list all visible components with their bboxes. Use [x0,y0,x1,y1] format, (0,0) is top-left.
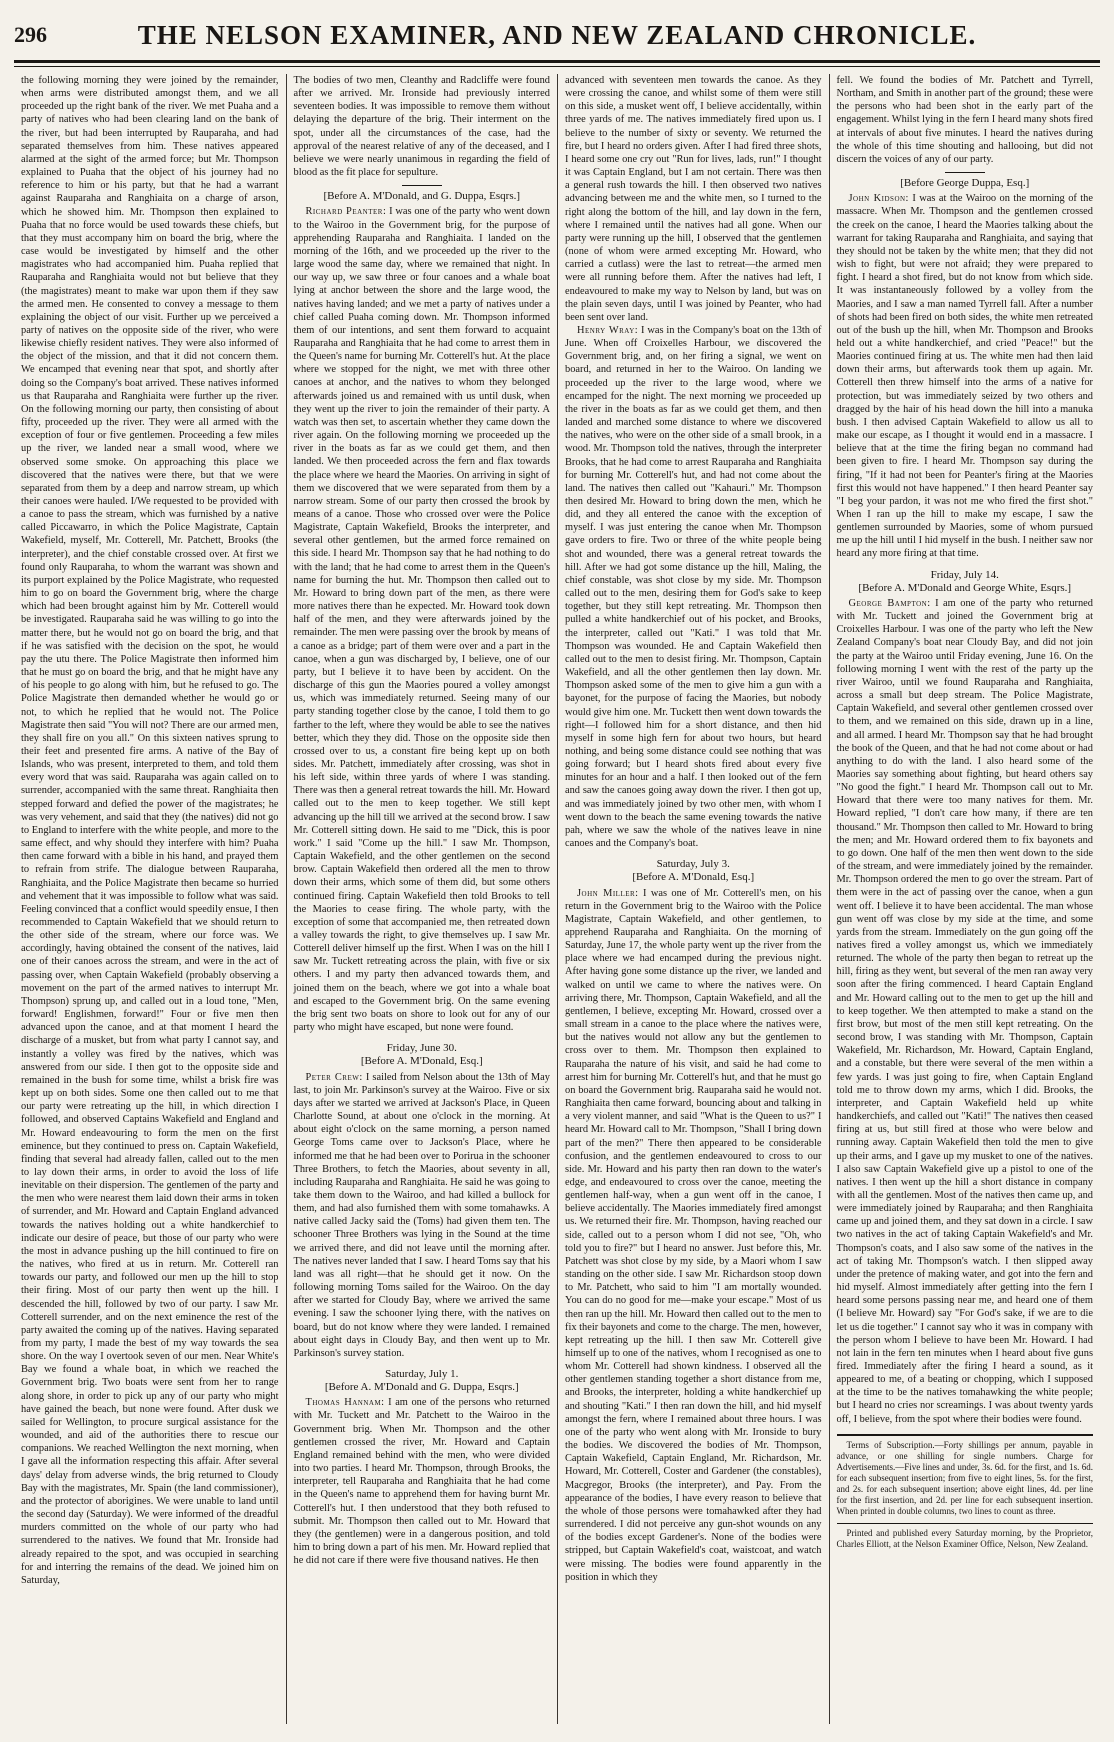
newspaper-title: THE NELSON EXAMINER, AND NEW ZEALAND CHRONICLE. [137,20,977,50]
header-rule-thin [14,66,1100,67]
paragraph: advanced with seventeen men towards the canoe. As they were crossing the canoe, and whilst some of them were still on this side, a musket went off, I believe accidentally, within three yards of me. The natives immediately fired upon us. I believe to the number of sixty or seventy. We returned the fire, but I heard no orders given. After I had fired three shots, I heard some one cry out "Run for lives, lads, run!" I thought it was Captain England, but I am not certain. There was then a general rush towards the hill. I then observed two natives advancing between me and the white men, so I turned to the right along the bottom of the hill, and lay down in the fern, where I remained until the natives had all gone. When our party were running up the hill, I observed that the gentlemen (none of whom were armed excepting Mr. Howard, who carried a cutlass) were the last to retreat—the armed men were all running before them. After the natives had left, I endeavoured to make my way to Nelson by land, but was on the plain seven days, until I was joined by Peanter, who had been sent over land. [565,75,822,323]
dateline: Saturday, July 3. [656,858,730,871]
header-rule [14,60,1100,63]
magistrate-heading: [Before George Duppa, Esq.] [900,177,1030,190]
testimony-text: I was one of the party who went down to the Wairoo in the Government brig, for the purpose of apprehending Rauparaha and Ranghiaita. I landed on the morning of the 16th, and we proceeded up the river to the large wood the same day, where we remained that night. In our way up, we saw three or four canoes and a whale boat lying at anchor between the shore and the large wood, the natives having landed; and we met a party of natives under a chief called Puaha coming down. Mr. Thompson informed them of our intentions, and sent them forward to acquaint Rauparaha and Ranghiaita that he had come to arrest them in the Queen's name for burning Mr. Cotterell's hut. At the place where we stopped for the night, we met with three other canoes at anchor, and the natives to whom they belonged afterwards joined us and remained with us until dusk, when they went up the river to join the remainder of their party. A watch was then set, to ascertain whether they came down the river again. On the following morning we proceeded up the river in the boats as far as we could get them, and then landed. We then proceeded across the fern and flax towards the place where we heard the Maories. On arriving in sight of them we discovered that we were separated from them by a narrow stream. Some of our party then crossed the brook by means of a canoe. Those who crossed over were the Police Magistrate, Captain Wakefield, Brooks the interpreter, and several other gentlemen, but the armed force remained on this side. I heard Mr. Thompson say that he had nothing to do with the land; that he had come to arrest them in the Queen's name for burning the hut. Mr. Thompson then called out to Mr. Howard to bring down part of the men, as there were more natives there than he expected. Mr. Howard took down half of the men, and they were afterwards joined by the remainder. The men were passing over the brook by means of a canoe as a bridge; part of them were over and a part in the canoe, when a gun was discharged by, I believe, one of our party, but I believe it to have been by accident. On the discharge of this gun the Maories poured a volley amongst us, which was immediately returned. Seeing many of our party standing together close by the canoe, I told them to go farther to the left, where they would be able to see the natives better, which they they did. Those on the opposite side then crossed over to us, a constant fire being kept up on both sides. Mr. Patchett, immediately after crossing, was shot in his left side, within three yards of where I was standing. There was then a general retreat towards the hill. Mr. Howard called out to the men to keep together. We still kept advancing up the hill till we arrived at the second brow. I saw Mr. Cotterell sitting down. He said to me "Dick, this is poor work." I said "Come up the hill." I saw Mr. Thompson, Captain Wakefield, and the other gentlemen on the second brow. Captain Wakefield then ordered all the men to throw down their arms, which some of them did, but some others continued firing. Captain Wakefield then told Brooks to tell the Maories to cease firing. The whole party, with the exception of some that accompanied me, then retreated down a valley towards the right, to give themselves up. I saw Mr. Cotterell deliver himself up the first. When I was on the hill I saw Mr. Tuckett retreating across the plain, with five or six others. I and my party then advanced towards them, and joined them on the beach, where we got into a whale boat and escaped to the Government brig. On the same evening the brig sent two boats on shore to look out for any of our party who might have escaped, but none were found. [293,206,550,1034]
magistrate-heading: [Before A. M'Donald and George White, Esqrs.] [858,581,1072,594]
column-4 [829,74,1101,1724]
testimony-text: I sailed from Nelson about the 13th of May last, to join Mr. Parkinson's survey at the Wairoo. Five or six days after we started we arrived at Jackson's Place, in Queen Charlotte Sound, at about one o'clock in the morning. At about eight o'clock on the same morning, a person named George Toms came over to Jackson's Place, where he informed me that he had been over to Porirua in the schooner Three Brothers, to fetch the Maories, about seventy in all, including Rauparaha and Ranghiaita. He said he was going to take them down to the Wairoo, and had killed a bullock for them, and had also furnished them with some tomahawks. A native called Jacky said the (Toms) had given them ten. The schooner Three Brothers was lying in the Sound at the time we arrived there, and did not leave until the morning after. The natives never landed that I saw. I heard Toms say that his land was all right—that he should get it now. On the following morning Toms sailed for the Wairoo. On the day after we started for Cloudy Bay, where we arrived the same evening. I saw the schooner lying there, with the natives on board, but do not know where they were landed. I remained about eight days in Cloudy Bay, and then went up to Mr. Parkinson's survey station. [293,1071,550,1359]
magistrate-heading: [Before A. M'Donald, Esq.] [632,871,755,884]
witness-name: Thomas Hannam: [305,1397,385,1409]
testimony-text: I was in the Company's boat on the 13th of June. When off Croixelles Harbour, we discovered the Government brig, and, on her firing a signal, we went on board, and returned in her to the Wairoo. On landing we proceeded up the river to the large wood, where we encamped for the night. The next morning we proceeded up the river in the boats as far as we could get them, and then landed and marched some distance to where we discovered the natives, who were on the other side of a small brook, in a wood. Mr. Thompson told the natives, through the interpreter Brooks, that he had come to arrest Rauparaha and Ranghiaita for burning Mr. Cotterell's hut, and had not come about the land. The natives then called out "Kahauri." Mr. Thompson then desired Mr. Howard to bring down the men, which he did, and they all entered the canoe with the exception of myself. I was just entering the canoe when Mr. Thompson gave orders to fire. Two or three of the white people being shot and wounded, there was a general retreat towards the hill. After we had got some distance up the hill, Maling, the chief constable, was shot close by my side. Mr. Thompson called out to the men, desiring them for God's sake to keep together, but they still kept retreating. Mr. Thompson then pulled a white handkerchief out of his pocket, and Brooks, the interpreter, called out "Kati." I was told that Mr. Thompson was wounded. He and Captain Wakefield then called out to the men to desist firing. Mr. Thompson, Captain Wakefield, and all the other gentlemen then lay down. Mr. Thompson asked some of the men to give him a gun with a bayonet, for the purpose of facing the Maories, but nobody would give him one. Mr. Tuckett then went down towards the right—I followed him for a short distance, and then hid myself in some high fern for about two hours, but heard nothing, and being some distance could see nothing that was going forward; but I heard shots fired about every five minutes for an hour and a half. I then looked out of the fern and saw the canoes going away down the river. I then got up, and was immediately joined by two other men, with whom I went down to the beach the same evening towards the native pah, where we saw the whole of the natives leave in nine canoes and the Company's boat. [565,324,822,850]
dateline: Friday, July 14. [930,568,999,581]
witness-name: Richard Peanter: [305,206,387,218]
witness-name: John Miller: [577,887,639,899]
column-3 [557,74,829,1724]
magistrate-heading: [Before A. M'Donald and G. Duppa, Esqrs.] [324,1381,519,1394]
testimony-paragraph [837,597,1094,1426]
imprint-text: Printed and published every Saturday morning, by the Proprietor, Charles Elliott, at the Nelson Examiner Office, Nelson, New Zealand. [836,1527,1093,1549]
testimony-paragraph [565,324,822,850]
witness-name: Henry Wray: [577,324,639,336]
witness-name: George Bampton: [848,597,931,609]
section-divider [945,172,985,173]
dateline: Friday, June 30. [386,1042,457,1055]
magistrate-heading: [Before A. M'Donald, and G. Duppa, Esqrs.] [323,190,521,203]
testimony-text: I was one of Mr. Cotterell's men, on his return in the Government brig to the Wairoo with the Police Magistrate, Captain Wakefield, and other gentlemen, to apprehend Rauparaha and Ranghiaita. On the morning of Saturday, June 17, the whole party went up the river from the place where we had encamped during the previous night. After having gone some distance up the river, we landed and walked on until we came to where the natives were. On arriving there, Mr. Thompson, Captain Wakefield, and all the gentlemen, I believe, excepting Mr. Howard, crossed over a small stream in a canoe to the place where the natives were, but the natives would not allow any but the gentlemen to cross over to them. Mr. Thompson then explained to Rauparaha the nature of his visit, and said he had come to arrest him for burning Mr. Cotterell's hut, and that he must go on board the Government brig. Rauparaha said he would not. Ranghiaita then came forward, bouncing about and talking in a very violent manner, and said "What is the Queen to us?" I heard Mr. Howard call to Mr. Thompson, "Shall I bring down part of the men?" There then appeared to be considerable confusion, and the gentlemen endeavoured to cross to our side. Mr. Howard and his party then ran down to the water's edge, and endeavoured to cross over the canoe, meeting the gentlemen half-way, when a gun went off in the canoe, I believe accidentally. The Maories immediately fired amongst us. We returned their fire. Mr. Thompson, having reached our side, called out to a person whom I did not see, "Oh, who told you to fire?" but I heard no answer. Just before this, Mr. Patchett was shot close by my side, by a Maori whom I saw standing on the other side. I saw Mr. Richardson stoop down to Mr. Patchett, who said to him "I am mortally wounded. You can do no good for me—make your escape." Most of us then ran up the hill. Mr. Howard then called out to the men to fix their bayonets and come to the charge. The men, however, kept retreating up the hill. I then saw Mr. Cotterell give himself up to one of the natives, whom I recognised as one to whom Mr. Cotterell had shown kindness. I observed all the other gentlemen standing together a short distance from me, and Brooks, the interpreter, holding a white handkerchief up and shouting "Kati." I then ran down the hill, and hid myself amongst the fern, where I remained about three hours. I was one of the party who went along with Mr. Ironside to bury the bodies. We discovered the bodies of Mr. Thompson, Captain Wakefield, Captain England, Mr. Richardson, Mr. Howard, Mr. Cotterell, Coster and Gardener (the constables), Macgregor, Brooks (the interpreter), and Pay. From the appearance of the bodies, I have every reason to believe that the whole of those persons were tomahawked after they had surrendered. I did not perceive any gun-shot wounds on any of the bodies except Gardener's. None of the bodies were stripped, but Captain Wakefield's coat, waistcoat, and watch were missing. The bodies were found apparently in the position in which they [565,887,822,1583]
dateline: Saturday, July 1. [385,1368,459,1380]
magistrate-heading: [Before A. M'Donald, Esq.] [360,1055,483,1068]
paragraph: fell. We found the bodies of Mr. Patchett and Tyrrell, Northam, and Smith in another part of the ground; these were the persons who had been shot in the early part of the engagement. Whilst lying in the fern I heard many shots fired at intervals of about five minutes. I heard the natives during the whole of this time shouting and hallooing, but did not discern the voices of any of our party. [836,75,1093,165]
page-number: 296 [14,22,47,47]
section-divider [402,185,442,186]
subscription-terms [837,1434,1094,1517]
terms-text: Terms of Subscription.—Forty shillings per annum, payable in advance, or one shilling for single numbers. Charge for Advertisements.—Five lines and under, 3s. 6d. for the first, and 1s. 6d. for each subsequent insertion; from five to eight lines, 5s. for the first, and 2s. for each subsequent insertion; above eight lines, 4d. per line for the first insertion, and 2d. per line for each subsequent insertion. When printed in double columns, two lines to count as three. [836,1439,1093,1516]
paragraph: The bodies of two men, Cleanthy and Radcliffe were found after we arrived. Mr. Ironside had previously interred seventeen bodies. It was impossible to remove them without delaying the departure of the brig. Their interment on the spot, under all the circumstances of the case, had the approval of the nearest relative of any of the deceased, and I believe we were nearly unanimous in regarding the field of blood as the fit place for sepulture. [293,75,550,179]
testimony-text: I was at the Wairoo on the morning of the massacre. When Mr. Thompson and the gentlemen crossed the creek on the canoe, I heard the Maories talking about the warrant for taking Rauparaha and Ranghiaita, and saying that they should not be taken by the white men; that they did not wish to fight, but were not afraid; they were prepared to fight. I heard a shot fired, but do not know from which side. It was instantaneously followed by a volley from the Maories, and I saw a man named Tyrrell fall. After a number of shots had been fired on both sides, the white men retreated out of the bush up the hill, when Mr. Thompson and Brooks held out a white handkerchief, and cried "Peace!" but the Maories continued firing at us. The white men had then laid down their arms, but afterwards took them up again. Mr. Cotterell then threw himself into the arms of a native for protection, but was immediately seized by two others and dragged by the hair of his head down the hill into a manuka bush. I then advised Captain Wakefield to allow us all to make our escape, as I thought it would end in a massacre. I believe that at the time the firing began no command had been given to fire. I heard Mr. Thompson say during the firing, "If it had not been for Peanter's firing at the Maories first this would not have happened." I then heard Peanter say "I beg your pardon, it was not me who fired the first shot." When I ran up the hill to make my escape, I saw the gentlemen surrounded by Maories, some of whom pursued me up the hill until I hid myself in the bush. I neither saw nor heard any more firing at that time. [836,193,1093,560]
testimony-paragraph [837,192,1094,560]
witness-name: Peter Crew: [305,1071,363,1083]
testimony-text: I am one of the party who returned with Mr. Tuckett and joined the Government brig at Croixelles Harbour. I was one of the party who left the New Zealand Company's boat near Cloudy Bay, and did not join the party at the Wairoo until Friday evening, June 16. On the following morning I went with the rest of the party up the river Wairoo, until we found Rauparaha and Ranghiaita, across a small but deep stream. The Police Magistrate, Captain Wakefield, and several other gentlemen crossed over to them, and we remained on this side, drawn up in a line, and all armed. I heard Mr. Thompson say that he had brought the book of the Queen, and that he had not come about or had anything to do with the land. I also heard some of the Maories say something about fighting, but heard others say "No good the fight." I heard Mr. Thompson call out to Mr. Howard that there were too many natives for them. Mr. Howard replied, "I don't care how many, if there are ten thousand." Mr. Thompson then called to Mr. Howard to bring the men; and Mr. Howard ordered them to fix bayonets and to go down. One half of the men then went down to the side of the stream, and were immediately joined by the remainder. Mr. Thompson ordered the men to go over the stream. Part of them were in the act of passing over the canoe, when a gun went off. I believe it to have been accidental. The man whose gun went off was close by my side at the time, and some yards from the stream. Immediately on the gun going off the natives fired a volley amongst us, which we immediately returned. The whole of the party then began to retreat up the hill, firing as they went, but several of the men ran away very soon after the firing commenced. I heard Captain England and Mr. Howard calling out to the men to get up the hill and to keep together. We then attempted to make a stand on the first brow, but most of the men still kept retreating. On the second brow, I was standing with Mr. Thompson, Captain Wakefield, Mr. Richardson, Mr. Howard, Captain England, and a constable, but there were several of the men within a few yards. I was just going to fire, when Captain England told me to throw down my arms, which I did. Brooks, the interpreter, and Captain Wakefield held up white handkerchiefs, and called out "Kati!" The natives then ceased firing at us, but still fired at those who were below and running away. Captain Wakefield then told the men to give up their arms, and I gave up my musket to one of the natives. I also saw Captain Wakefield give up a pistol to one of the natives. I then went up the hill a short distance in company with all the gentlemen. Most of the natives then came up, and were immediately joined by Rauparaha; and then Ranghiaita came up and joined them, and they sat down in a circle. I saw two natives in the act of taking Captain Wakefield's and Mr. Thompson's coats, and I also saw some of the natives in the act of taking Mr. Thompson's watch. I then slipped away under the pretence of making water, and got into the fern and hid myself. Almost immediately after getting into the fern I heard some persons passing near me, and heard one of them (I believe Mr. Howard) say "For God's sake, if we are to die let us die together." I cannot say who it was in company with the person whom I believe to have been Mr. Howard. I had not lain in the fern ten minutes when I heard about five guns fired. Immediately after the firing I heard a sound, as it appeared to me, of a beating or chopping, which I supposed at the time to be the natives tomahawking the white people; but I heard no cries nor screamings. I was about twenty yards off, I believe, from the spot where their bodies were found. [836,597,1093,1425]
column-2 [286,74,558,1724]
testimony-paragraph [565,887,822,1584]
column-1 [14,74,286,1724]
testimony-paragraph [294,205,551,1034]
columns [14,74,1100,1724]
testimony-paragraph [294,1396,551,1567]
testimony-text: I am one of the persons who returned with Mr. Tuckett and Mr. Patchett to the Wairoo in the Government brig. When Mr. Thompson and the other gentlemen crossed the river, Mr. Howard and Captain England remained behind with the men, who were divided into two parties. I heard Mr. Thompson, through Brooks, the interpreter, tell Rauparaha and Ranghiaita that he had come in the Queen's name to apprehend them for having burnt Mr. Cotterell's hut. I then understood that they both refused to submit. Mr. Thompson then called out to Mr. Howard that they (the gentlemen) were in a dangerous position, and told him to bring down a part of his men. Mr. Howard replied that he did not care if there were five thousand natives. He then [293,1397,550,1567]
witness-name: John Kidson: [848,193,909,205]
paragraph: the following morning they were joined by the remainder, when arms were distributed amongst them, and we all proceeded up the right bank of the river. We met Puaha and a party of natives who had been clearing land on the bank of the river, but had been interrupted by Rauparaha, and had separated themselves from him. These natives appeared alarmed at the sight of the armed force; but Mr. Thompson explained to Puaha that the object of his journey had no reference to him or his party, but that he had a warrant against Rauparaha and Ranghiaita on a charge of arson, which he showed him. Mr. Thompson then explained to Puaha that no force would be used towards these chiefs, but that they must accompany him on board the brig, where the case would be investigated by himself and the other magistrates who had accompanied him. Puaha replied that Rauparaha and Ranghiaita would not but believe that they (the magistrates) meant to make war upon them if they saw the armed men. He consented to convey a message to them explaining the object of our visit. Further up we perceived a party of natives on the opposite side of the river, who were likewise chiefly resident natives. They were also informed of the object of the mission, and that it did not concern them. We encamped that evening near that spot, and shortly after doing so the Company's boat arrived. These natives informed us that Rauparaha and Ranghiaita were further up the river. On the following morning our party, then consisting of about fifty, proceeded up the river. They were all armed with the exception of four or five gentlemen. Proceeding a few miles up the river, we landed near a small wood, where we observed some smoke. On approaching this place we discovered that the natives were there, but that we were separated from them by a deep and narrow stream, up which their canoes were hauled. I/We requested to be provided with a canoe to pass the stream, which was furnished by a native called Piccawarro, in which the Police Magistrate, Captain Wakefield, myself, Mr. Cotterell, Mr. Patchett, Brooks (the interpreter), and the chief constable crossed over. At first we found only Rauparaha, to whom the warrant was shown and its purport explained by the Police Magistrate, who requested him to go on board the Government brig, where the charge which had been brought against him by Mr. Cotterell would be investigated. Rauparaha said he was willing to go into the matter there, but he would not go on board the brig, and that if he was satisfied with the decision on the spot, he would pay the utu there. The Police Magistrate then informed him that he must go on board the brig, and that he might have any of his people to go along with him, but he refused to go. The Police Magistrate then demanded whether he would go or not, to which he replied that he would not. The Police Magistrate then said "You will not? There are our armed men, they shall fire on you all." On this sixteen natives sprung to their feet and presented fire arms. A native of the Bay of Islands, who was present, interpreted to them, and told them every word that was said. Rauparaha was again called on to surrender, accompanied with the same threat. Ranghiaita then stepped forward and defied the power of the magistrates; he was very vehement, and said that they (the natives) did not go to England to interfere with the white people, and more to the same effect, and why should they interfere with him? Puaha then came forward with a bible in his hand, and prayed them to refrain from strife. The dialogue between Rauparaha, Ranghiaita, and the Police Magistrate then became so hurried and vehement that it was impossible to follow what was said. Feeling convinced that a conflict would speedily ensue, I then recommended to Captain Wakefield that we should return to the other side of the stream, where our force was. We accordingly, having obtained the consent of the natives, laid one of their canoes across the stream, and were in the act of passing over, when Captain Wakefield (probably observing a movement on the part of the armed natives to interrupt Mr. Thompson) sprung up, and called out in a loud tone, "Men, forward! Englishmen, forward!" Four or five men then advanced upon the canoe, and at that moment I heard the discharge of a musket, but from what party I cannot say, and instantly a volley was fired by the natives, which was answered from our side. I then got to the opposite side and remained in the bush for some time, whilst a brisk fire was kept up on both sides. Some one then called out to me that our party were retreating up the hill, in which direction I followed, and observed Captains Wakefield and England and Mr. Howard endeavouring to form the men on the first eminence, but they continued to press on. Captain Wakefield, finding that several had already fallen, called out to the men to lay down their arms, in order to avoid the loss of life inevitable on their dispersion. The gentlemen of the party and the men who were nearest them laid down their arms in token of surrender, and Mr. Howard and Captain England advanced towards the natives holding out a white handkerchief to indicate our desire of peace, but those of our party who were the most in advance pushing up the hill continued to fire on the natives, who fired at us in return. Mr. Cotterell ran towards our party, and followed our men up the hill to stop their firing. Most of our party then went up the hill. I descended the hill, followed by two of our party. I saw Mr. Cotterell surrender, and on the next eminence the rest of the party awaited the coming up of the natives. Having separated from my party, I made the best of my way towards the sea shore. On the way I overtook seven of our men. Near White's Bay we found a whale boat, in which we reached the Government brig. Two boats were sent from her to range along shore, in order to pick up any of our party who might have gained the beach, but none were found. After dusk we sailed for Wellington, to procure surgical assistance for the wounded, and aid of the authorities there to rescue our companions. We reached Wellington the next morning, when I gave all the information respecting this affair. After several days' delay from adverse winds, the brig returned to Cloudy Bay with the magistrates, Mr. Spain (the land commissioner), and the protector of aborigines. We were unable to land until the second day (Saturday). We were informed of the dreadful murders committed on the whole of our party who had surrendered to the natives. We found that Mr. Ironside had already repaired to the spot, and was occupied in searching for and interring the remains of the dead. We joined him on Saturday, [21,75,279,1586]
testimony-paragraph [294,1071,551,1360]
page-header [14,14,1100,56]
publisher-imprint [837,1523,1094,1550]
